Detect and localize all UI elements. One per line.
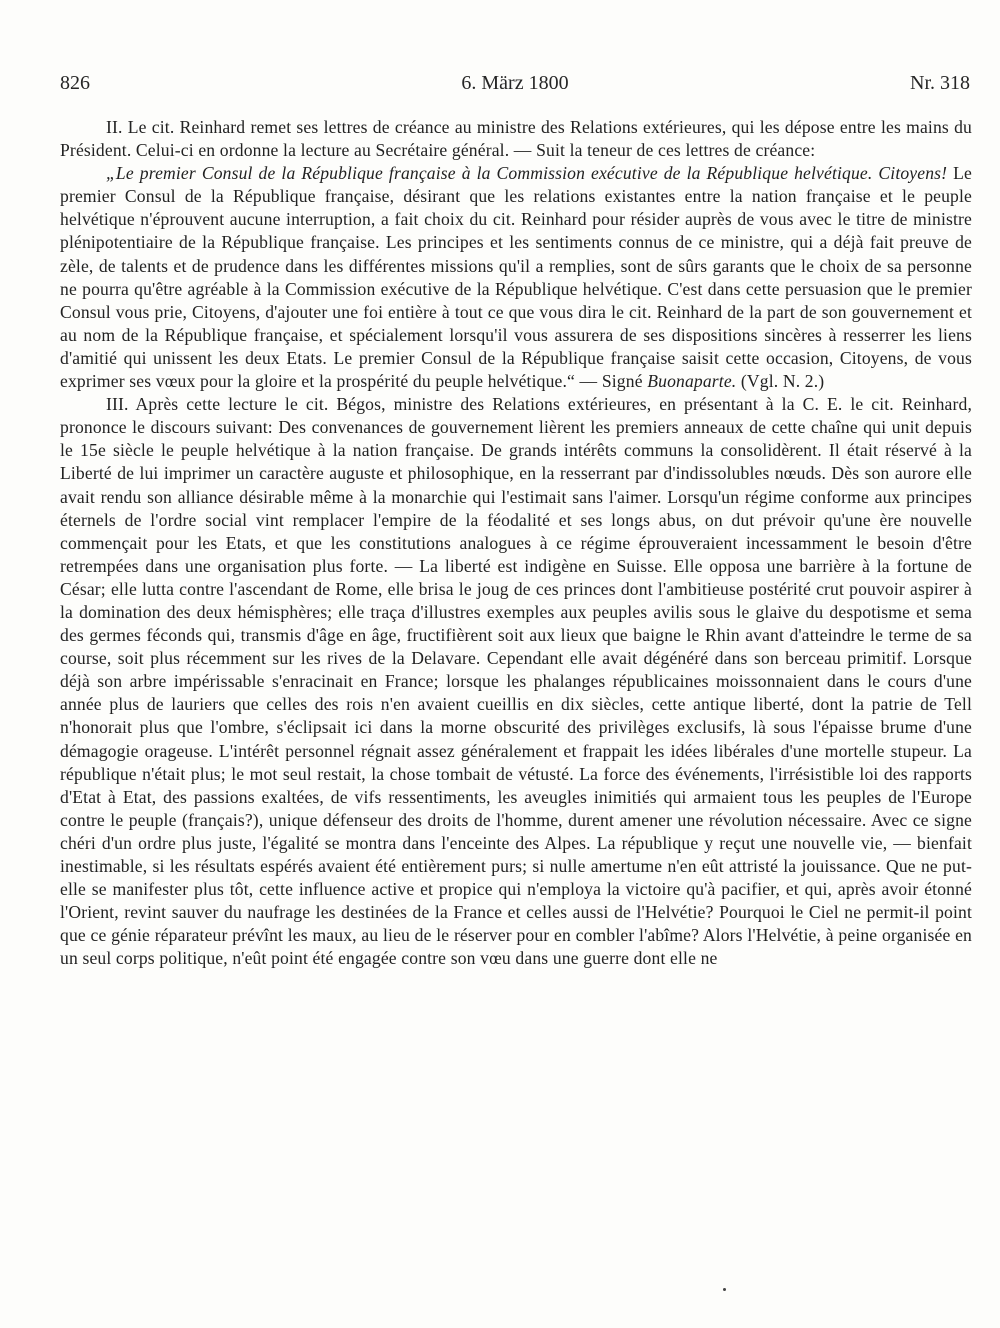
running-head xyxy=(60,72,970,102)
letter-paragraph xyxy=(60,162,972,393)
paragraph-ii: II. Le cit. Reinhard remet ses lettres de créance au ministre des Relations extérieures, qui les dépose entre les mains du Président. Celui-ci en ordonne la lecture au Secrétaire général. — Suit la teneur de ces lettres de créance: xyxy=(60,117,972,161)
signature: Buonaparte. xyxy=(647,371,737,392)
letter-heading: „Le premier Consul de la République française à la Commission exécutive de la République helvétique. Citoyens! xyxy=(106,163,948,184)
letter-text: Le premier Consul de la République française, désirant que les relations existantes entre la nation française et le peuple helvétique n'éprouvent aucune interruption, a fait choix du cit. Reinhard pour résider auprès de vous avec le titre de ministre plénipotentiaire de la République française. Les principes et les sentiments connus de ce ministre, qui a déjà fait preuve de zèle, de talents et de prudence dans les différentes missions qu'il a remplies, sont de sûrs garants que le choix de sa personne ne pourra qu'être agréable à la Commission exécutive de la République helvétique. C'est dans cette persuasion que le premier Consul vous prie, Citoyens, d'ajouter une foi entière à tout ce que vous dira le cit. Reinhard de la part de son gouvernement et au nom de la République française, et spécialement lorsqu'il vous assurera de ses dispositions sincères à resserrer les liens d'amitié qui unissent les deux Etats. Le premier Consul de la République française saisit cette occasion, Citoyens, de vous exprimer ses vœux pour la gloire et la prospérité du peuple helvétique.“ — Signé xyxy=(60,163,972,392)
header-date: 6. März 1800 xyxy=(461,72,569,94)
body-text xyxy=(60,116,972,970)
paragraph-iii: III. Après cette lecture le cit. Bégos, ministre des Relations extérieures, en présentant à la C. E. le cit. Reinhard, prononce le discours suivant: Des convenances de gouvernement lièrent les premiers anneaux de cette chaîne qui unit depuis le 15e siècle le peuple helvétique à la nation française. De grands intérêts communs la consolidèrent. Il était réservé à la Liberté de lui imprimer un caractère auguste et philosophique, en la resserrant par d'indissolubles nœuds. Dès son aurore elle avait rendu son alliance désirable même à la monarchie qui l'estimait sans l'aimer. Lorsqu'un régime conforme aux principes éternels de l'ordre social vint remplacer l'empire de la féodalité et ses longs abus, on dut prévoir qu'une ère nouvelle commençait pour les Etats, et que les constitutions analogues à ce régime éprouveraient incessamment le besoin d'être retrempées dans une organisation plus forte. — La liberté est indigène en Suisse. Elle opposa une barrière à la fortune de César; elle lutta contre l'ascendant de Rome, elle brisa le joug de ces princes dont l'ambitieuse postérité crut pouvoir aspirer à la domination des deux hémisphères; elle traça d'illustres exemples aux peuples avilis sous le glaive du despotisme et sema des germes féconds qui, transmis d'âge en âge, fructifièrent soit aux lieux que baigne le Rhin avant d'atteindre le terme de sa course, soit plus récemment sur les rives de la Delavare. Cependant elle avait dégénéré dans son berceau primitif. Lorsque déjà son arbre impérissable s'enracinait en France; lorsque les phalanges républicaines moissonnaient dans le cours d'une année plus de lauriers que celles des rois n'en avaient cueillis en dix siècles, cette antique liberté, dont la patrie de Tell n'honorait plus que l'ombre, s'éclipsait ici dans la morne obscurité des privilèges exclusifs, là sous l'épaisse brume d'une démagogie orageuse. L'intérêt personnel régnait assez généralement et frappait les idées libérales d'une mortelle stupeur. La république n'était plus; le mot seul restait, la chose tombait de vétusté. La force des événements, l'irrésistible loi des rapports d'Etat à Etat, des passions exaltées, de vifs ressentiments, les aveugles inimitiés qui armaient tous les peuples de l'Europe contre le peuple (français?), unique défenseur des droits de l'homme, durent amener une révolution nécessaire. Avec ce signe chéri d'un ordre plus juste, l'égalité se montra dans l'enceinte des Alpes. La république y reçut une nouvelle vie, — bienfait inestimable, si les résultats espérés avaient été entièrement purs; si nulle amertume n'en eût attristé la jouissance. Que ne put-elle se manifester plus tôt, cette influence active et propice qui n'employa la victoire qu'à pacifier, et qui, après avoir étonné l'Orient, revint sauver du naufrage les destinées de la France et celles aussi de l'Helvétie? Pourquoi le Ciel ne permit-il point que ce génie réparateur prévînt les maux, au lieu de le réserver pour en combler l'abîme? Alors l'Helvétie, à peine organisée en un seul corps politique, n'eût point été engagée contre son vœu dans une guerre dont elle ne xyxy=(60,394,972,969)
page-number: 826 xyxy=(60,72,90,94)
ink-speck xyxy=(723,1288,726,1291)
cross-reference: (Vgl. N. 2.) xyxy=(740,371,825,392)
document-number: Nr. 318 xyxy=(910,72,970,94)
